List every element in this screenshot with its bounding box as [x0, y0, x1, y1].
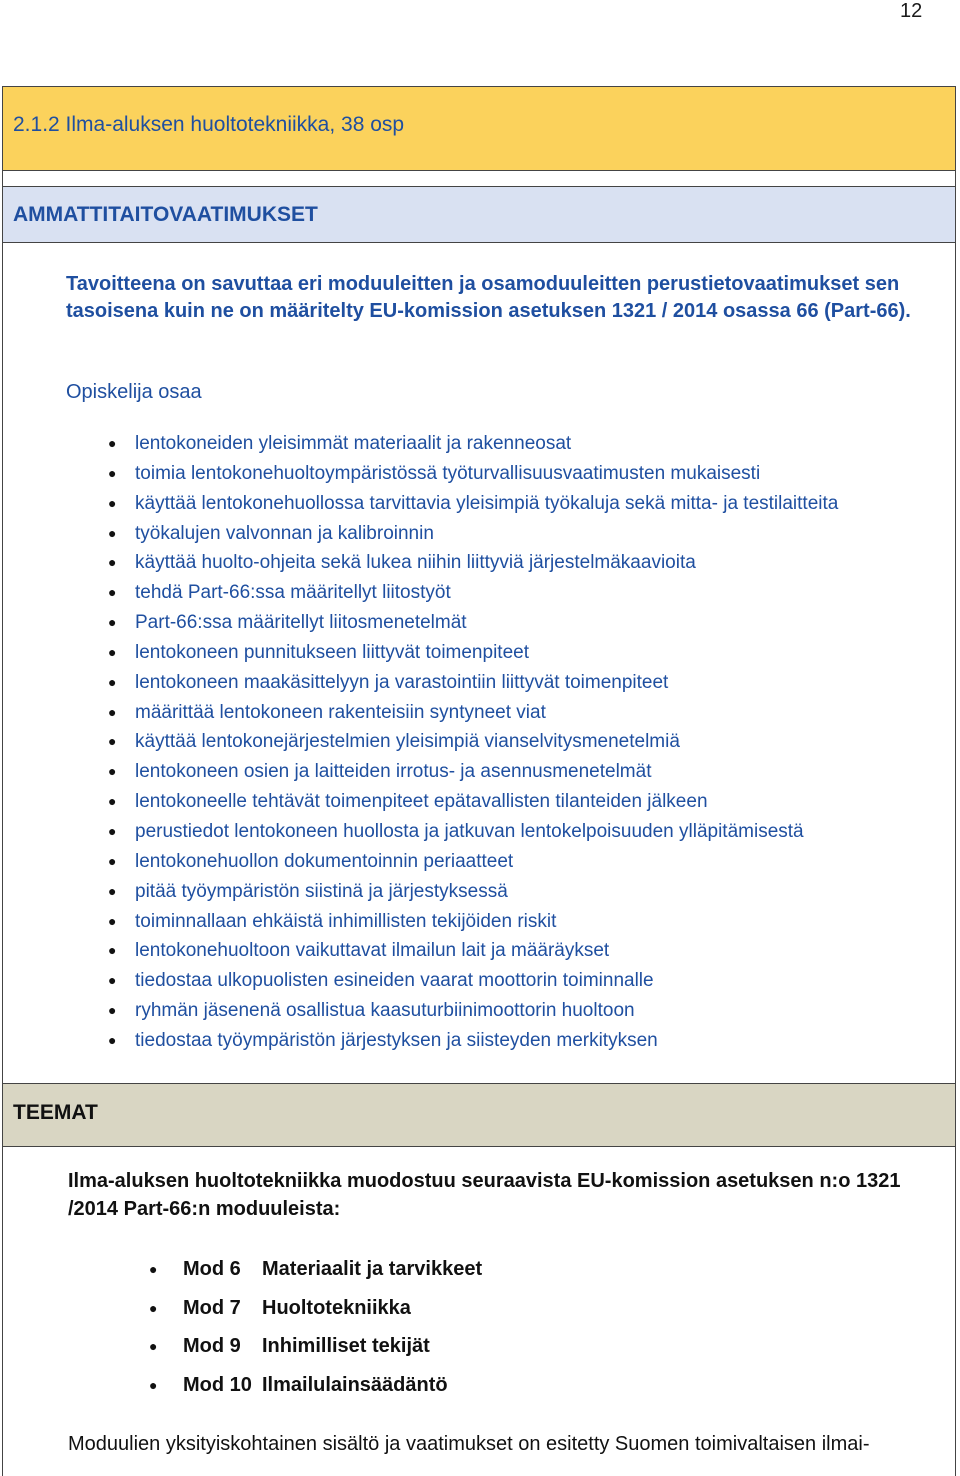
bullet-icon: ● — [108, 464, 117, 481]
bullet-icon: ● — [108, 1031, 117, 1048]
module-code: Mod 10 — [183, 1373, 252, 1396]
list-item-text: lentokoneiden yleisimmät materiaalit ja rakenneosat — [135, 433, 572, 454]
module-name: Huoltotekniikka — [262, 1296, 411, 1319]
bullet-icon: ● — [108, 524, 117, 541]
list-item-text: lentokonehuoltoon vaikuttavat ilmailun lait ja määräykset — [135, 940, 610, 962]
bullet-icon: ● — [108, 793, 117, 810]
list-item-text: käyttää lentokonejärjestelmien yleisimpiä vianselvitysmenetelmiä — [135, 731, 680, 753]
requirements-header-bar — [3, 186, 955, 243]
module-name: Ilmailulainsäädäntö — [262, 1373, 448, 1396]
list-item-text: tiedostaa työympäristön järjestyksen ja siisteyden merkityksen — [135, 1029, 658, 1051]
bullet-icon: ● — [108, 882, 117, 899]
bullet-icon: ● — [108, 763, 117, 780]
requirements-header: AMMATTITAITOVAATIMUKSET — [13, 203, 318, 226]
bullet-icon: ● — [149, 1376, 158, 1393]
section-title: 2.1.2 Ilma-aluksen huoltotekniikka, 38 osp — [13, 113, 405, 136]
themes-header: TEEMAT — [13, 1101, 98, 1124]
bullet-icon: ● — [149, 1338, 158, 1354]
list-item-text: tiedostaa ulkopuolisten esineiden vaarat moottorin toiminnalle — [135, 970, 654, 992]
themes-header-bar — [3, 1083, 955, 1147]
list-item-text: työkalujen valvonnan ja kalibroinnin — [135, 522, 434, 544]
bullet-icon: ● — [149, 1261, 158, 1277]
list-item-text: toimia lentokonehuoltoympäristössä työturvallisuusvaatimusten mukaisesti — [135, 462, 761, 484]
bullet-icon: ● — [108, 703, 117, 720]
bullet-icon: ● — [108, 1002, 117, 1019]
list-item-text: toiminnallaan ehkäistä inhimillisten tekijöiden riskit — [135, 910, 557, 932]
list-item-text: lentokoneen punnitukseen liittyvät toimenpiteet — [135, 641, 529, 663]
module-name: Materiaalit ja tarvikkeet — [262, 1258, 483, 1280]
student-label: Opiskelija osaa — [66, 381, 202, 403]
curriculum-table — [2, 86, 956, 1476]
list-item-text: lentokoneen maakäsittelyyn ja varastointiin liittyvät toimenpiteet — [135, 671, 669, 693]
bullet-icon: ● — [149, 1299, 158, 1316]
bullet-icon: ● — [108, 554, 117, 571]
list-item-text: ryhmän jäsenenä osallistua kaasuturbiinimoottorin huoltoon — [135, 1000, 635, 1022]
list-item-text: käyttää lentokonehuollossa tarvittavia yleisimpiä työkaluja sekä mitta- ja testilaitteita — [135, 492, 839, 514]
list-item-text: Part-66:ssa määritellyt liitosmenetelmät — [135, 612, 467, 634]
module-code: Mod 6 — [183, 1258, 241, 1280]
bullet-icon: ● — [108, 852, 117, 869]
requirements-intro: Tavoitteena on savuttaa eri moduuleitten ja osamoduuleitten perustietovaatimukset sen tasoisena kuin ne on määritelty EU-komission asetuksen 1321 / 2014 osassa 66 (Part-66). — [66, 273, 911, 322]
list-item-text: lentokoneen osien ja laitteiden irrotus- ja asennusmenetelmät — [135, 761, 652, 783]
list-item-text: tehdä Part-66:ssa määritellyt liitostyöt — [135, 582, 451, 604]
list-item-text: käyttää huolto-ohjeita sekä lukea niihin liittyviä järjestelmäkaavioita — [135, 552, 696, 574]
list-item-text: määrittää lentokoneen rakenteisiin syntyneet viat — [135, 701, 546, 723]
module-code: Mod 9 — [183, 1335, 241, 1357]
bullet-icon: ● — [108, 614, 117, 631]
bullet-icon: ● — [108, 733, 117, 750]
module-code: Mod 7 — [183, 1296, 241, 1319]
list-item-text: pitää työympäristön siistinä ja järjestyksessä — [135, 880, 508, 902]
bullet-icon: ● — [108, 822, 117, 839]
bullet-icon: ● — [108, 673, 117, 690]
section-title-bar — [3, 87, 955, 171]
list-item-text: perustiedot lentokoneen huollosta ja jatkuvan lentokelpoisuuden ylläpitämisestä — [135, 820, 804, 842]
bullet-icon: ● — [108, 584, 117, 601]
list-item-text: lentokoneelle tehtävät toimenpiteet epätavallisten tilanteiden jälkeen — [135, 791, 708, 813]
bullet-icon: ● — [108, 942, 117, 959]
module-name: Inhimilliset tekijät — [262, 1335, 430, 1357]
bullet-icon: ● — [108, 643, 117, 660]
themes-intro: Ilma-aluksen huoltotekniikka muodostuu seuraavista EU-komission asetuksen n:o 1321 /2014 Part-66:n moduuleista: — [68, 1170, 901, 1220]
list-item-text: lentokonehuollon dokumentoinnin periaatteet — [135, 850, 514, 872]
bullet-icon: ● — [108, 912, 117, 929]
page-number: 12 — [900, 0, 923, 22]
bullet-icon: ● — [108, 435, 117, 451]
bullet-icon: ● — [108, 972, 117, 989]
footer-text: Moduulien yksityiskohtainen sisältö ja vaatimukset on esitetty Suomen toimivaltaisen ilmai- — [68, 1433, 870, 1455]
bullet-icon: ● — [108, 494, 117, 511]
